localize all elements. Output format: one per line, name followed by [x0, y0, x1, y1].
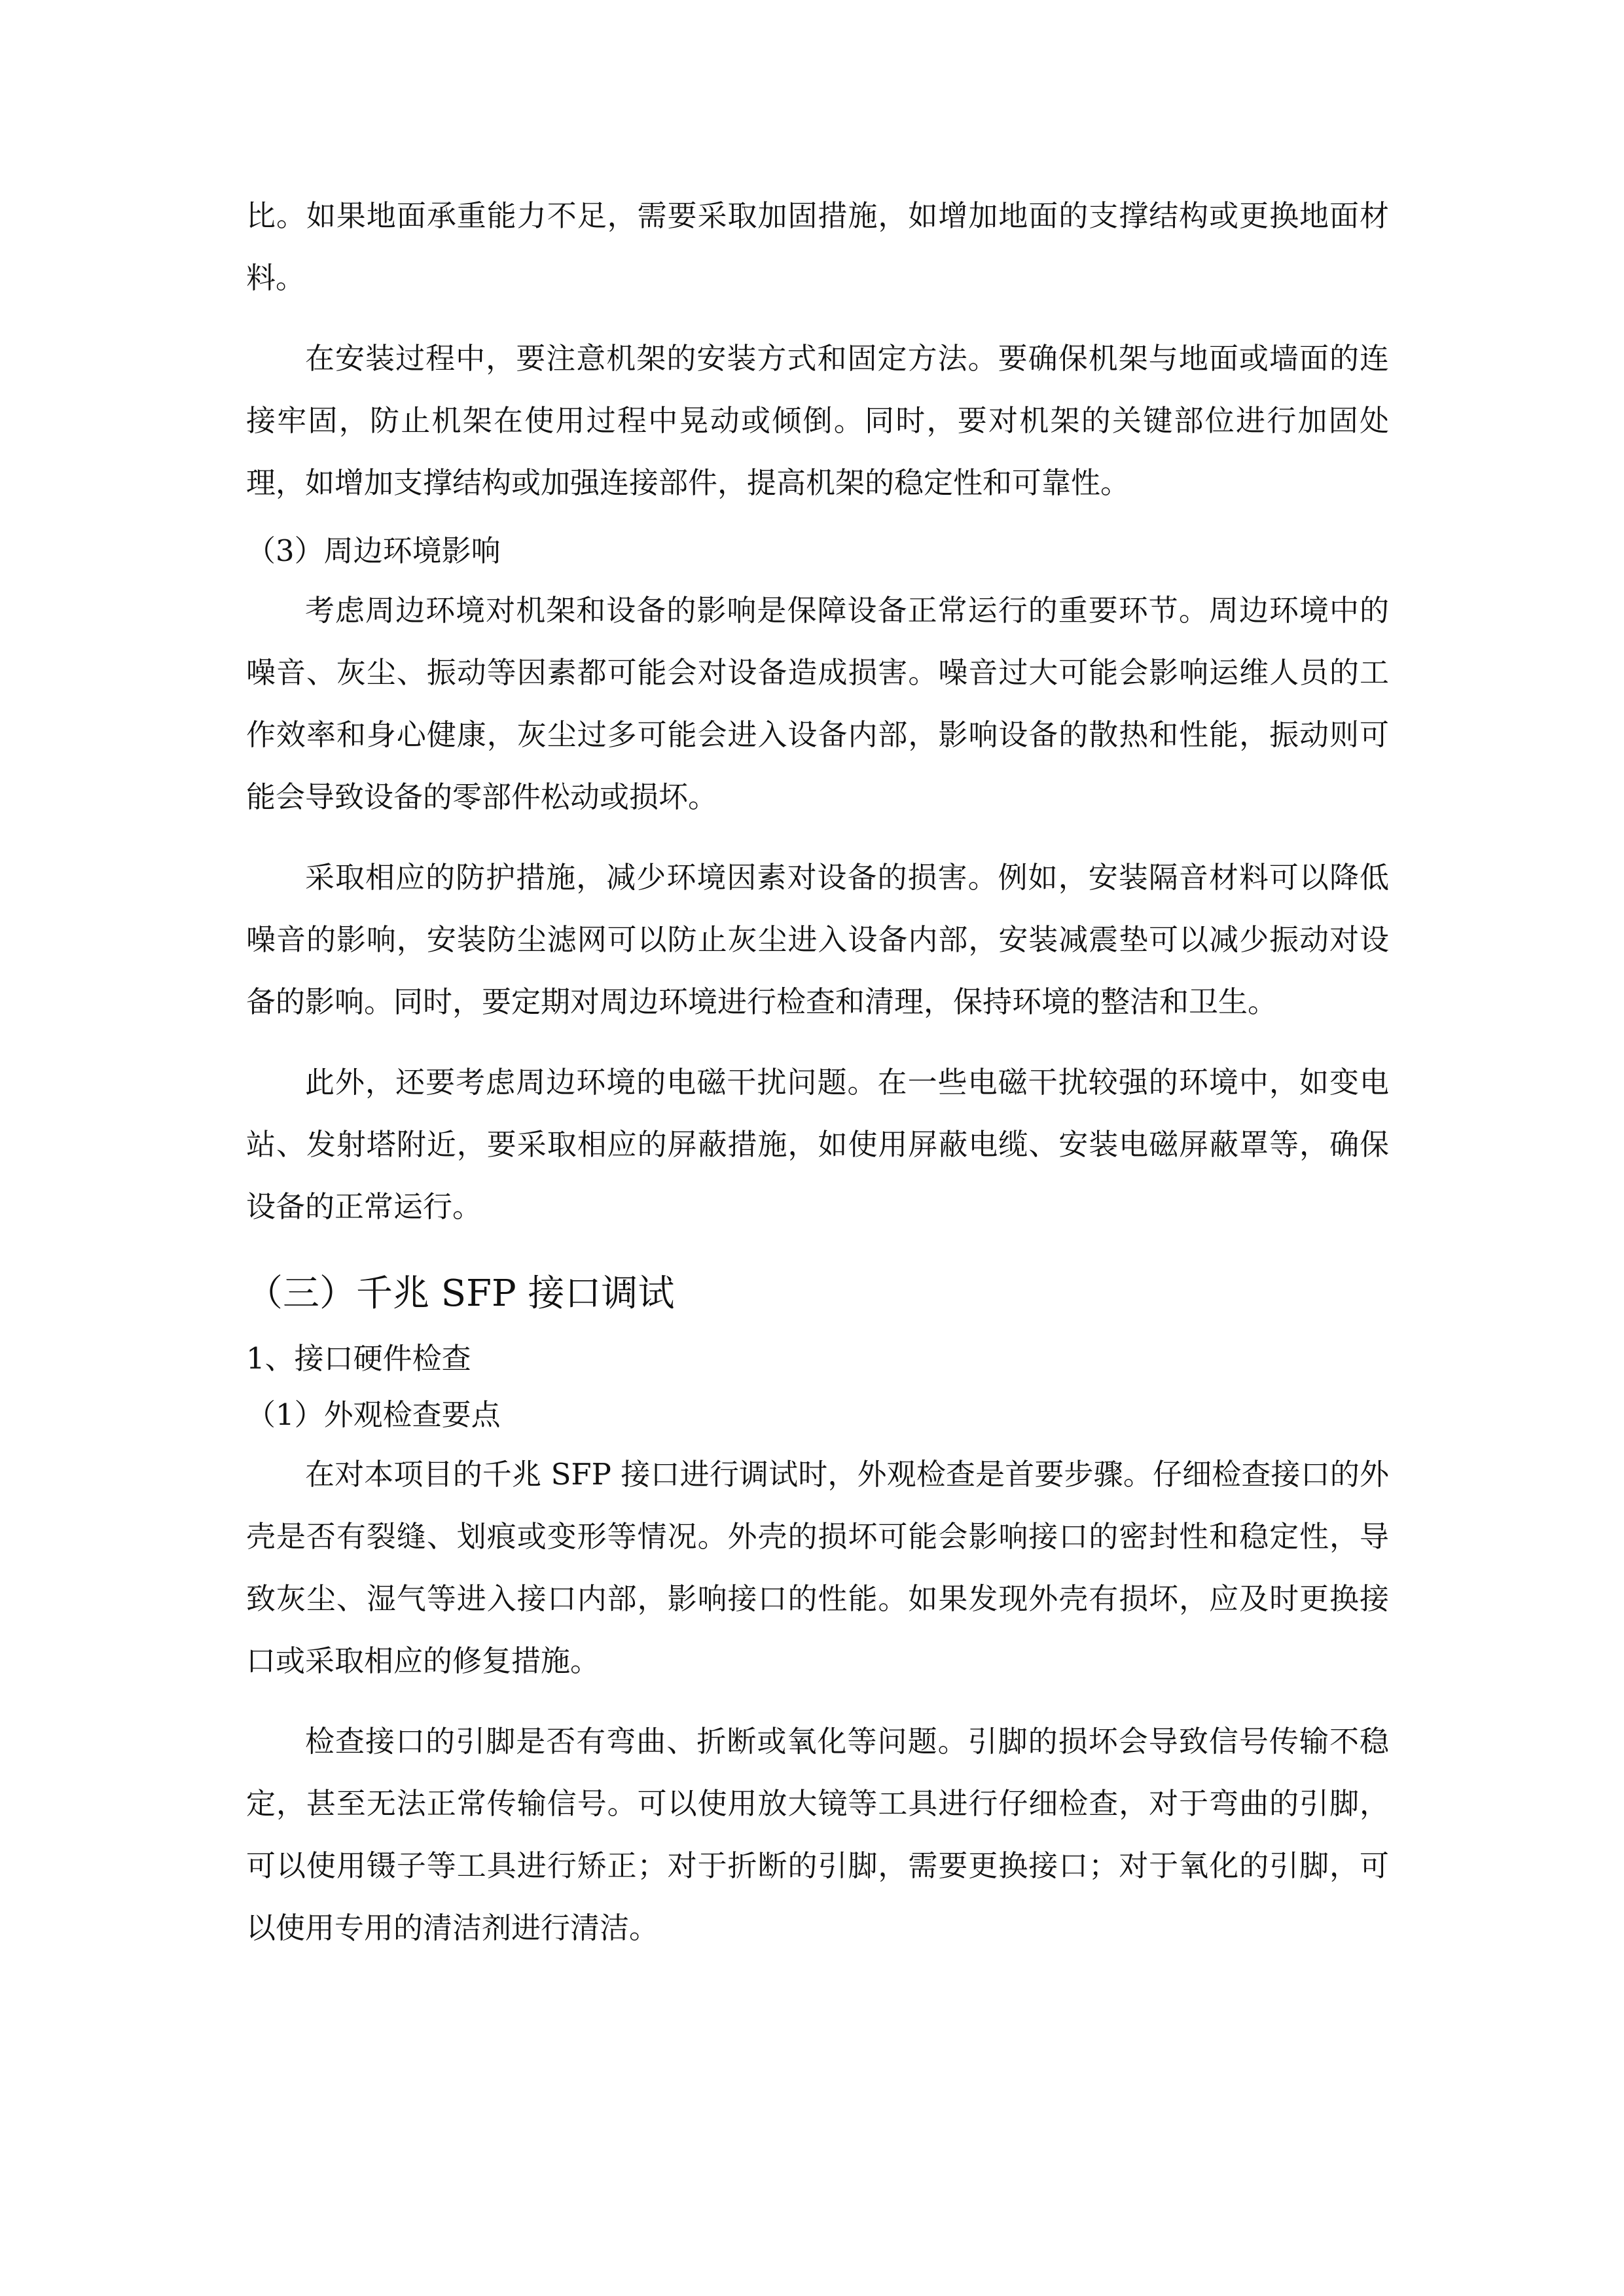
paragraph-visual-inspection: 在对本项目的千兆 SFP 接口进行调试时，外观检查是首要步骤。仔细检查接口的外壳是否有裂缝、划痕或变形等情况。外壳的损坏可能会影响接口的密封性和稳定性，导致灰尘、湿气等进入接口内部，影响接口的性能。如果发现外壳有损坏，应及时更换接口或采取相应的修复措施。 [246, 1457, 1389, 1678]
paragraph-emi: 此外，还要考虑周边环境的电磁干扰问题。在一些电磁干扰较强的环境中，如变电站、发射塔附近，要采取相应的屏蔽措施，如使用屏蔽电缆、安装电磁屏蔽罩等，确保设备的正常运行。 [246, 1065, 1389, 1224]
document-body [246, 185, 1389, 1959]
section-heading-sfp: （三）千兆 SFP 接口调试 [246, 1272, 675, 1315]
paragraph-environment-impact: 考虑周边环境对机架和设备的影响是保障设备正常运行的重要环节。周边环境中的噪音、灰尘、振动等因素都可能会对设备造成损害。噪音过大可能会影响运维人员的工作效率和身心健康，灰尘过多可能会进入设备内部，影响设备的散热和性能，振动则可能会导致设备的零部件松动或损坏。 [246, 593, 1389, 814]
subheading-hardware-check: 1、接口硬件检查 [246, 1341, 471, 1376]
paragraph-protection-measures: 采取相应的防护措施，减少环境因素对设备的损害。例如，安装隔音材料可以降低噪音的影响，安装防尘滤网可以防止灰尘进入设备内部，安装减震垫可以减少振动对设备的影响。同时，要定期对周边环境进行检查和清理，保持环境的整洁和卫生。 [246, 860, 1389, 1019]
paragraph-installation: 在安装过程中，要注意机架的安装方式和固定方法。要确保机架与地面或墙面的连接牢固，防止机架在使用过程中晃动或倾倒。同时，要对机架的关键部位进行加固处理，如增加支撑结构或加强连接部件，提高机架的稳定性和可靠性。 [246, 341, 1389, 500]
subheading-surroundings: （3）周边环境影响 [246, 533, 501, 568]
paragraph-pin-inspection: 检查接口的引脚是否有弯曲、折断或氧化等问题。引脚的损坏会导致信号传输不稳定，甚至无法正常传输信号。可以使用放大镜等工具进行仔细检查，对于弯曲的引脚，可以使用镊子等工具进行矫正；对于折断的引脚，需要更换接口；对于氧化的引脚，可以使用专用的清洁剂进行清洁。 [246, 1724, 1389, 1945]
paragraph-floor-load: 比。如果地面承重能力不足，需要采取加固措施，如增加地面的支撑结构或更换地面材料。 [246, 198, 1389, 295]
subheading-visual-check: （1）外观检查要点 [246, 1397, 501, 1432]
